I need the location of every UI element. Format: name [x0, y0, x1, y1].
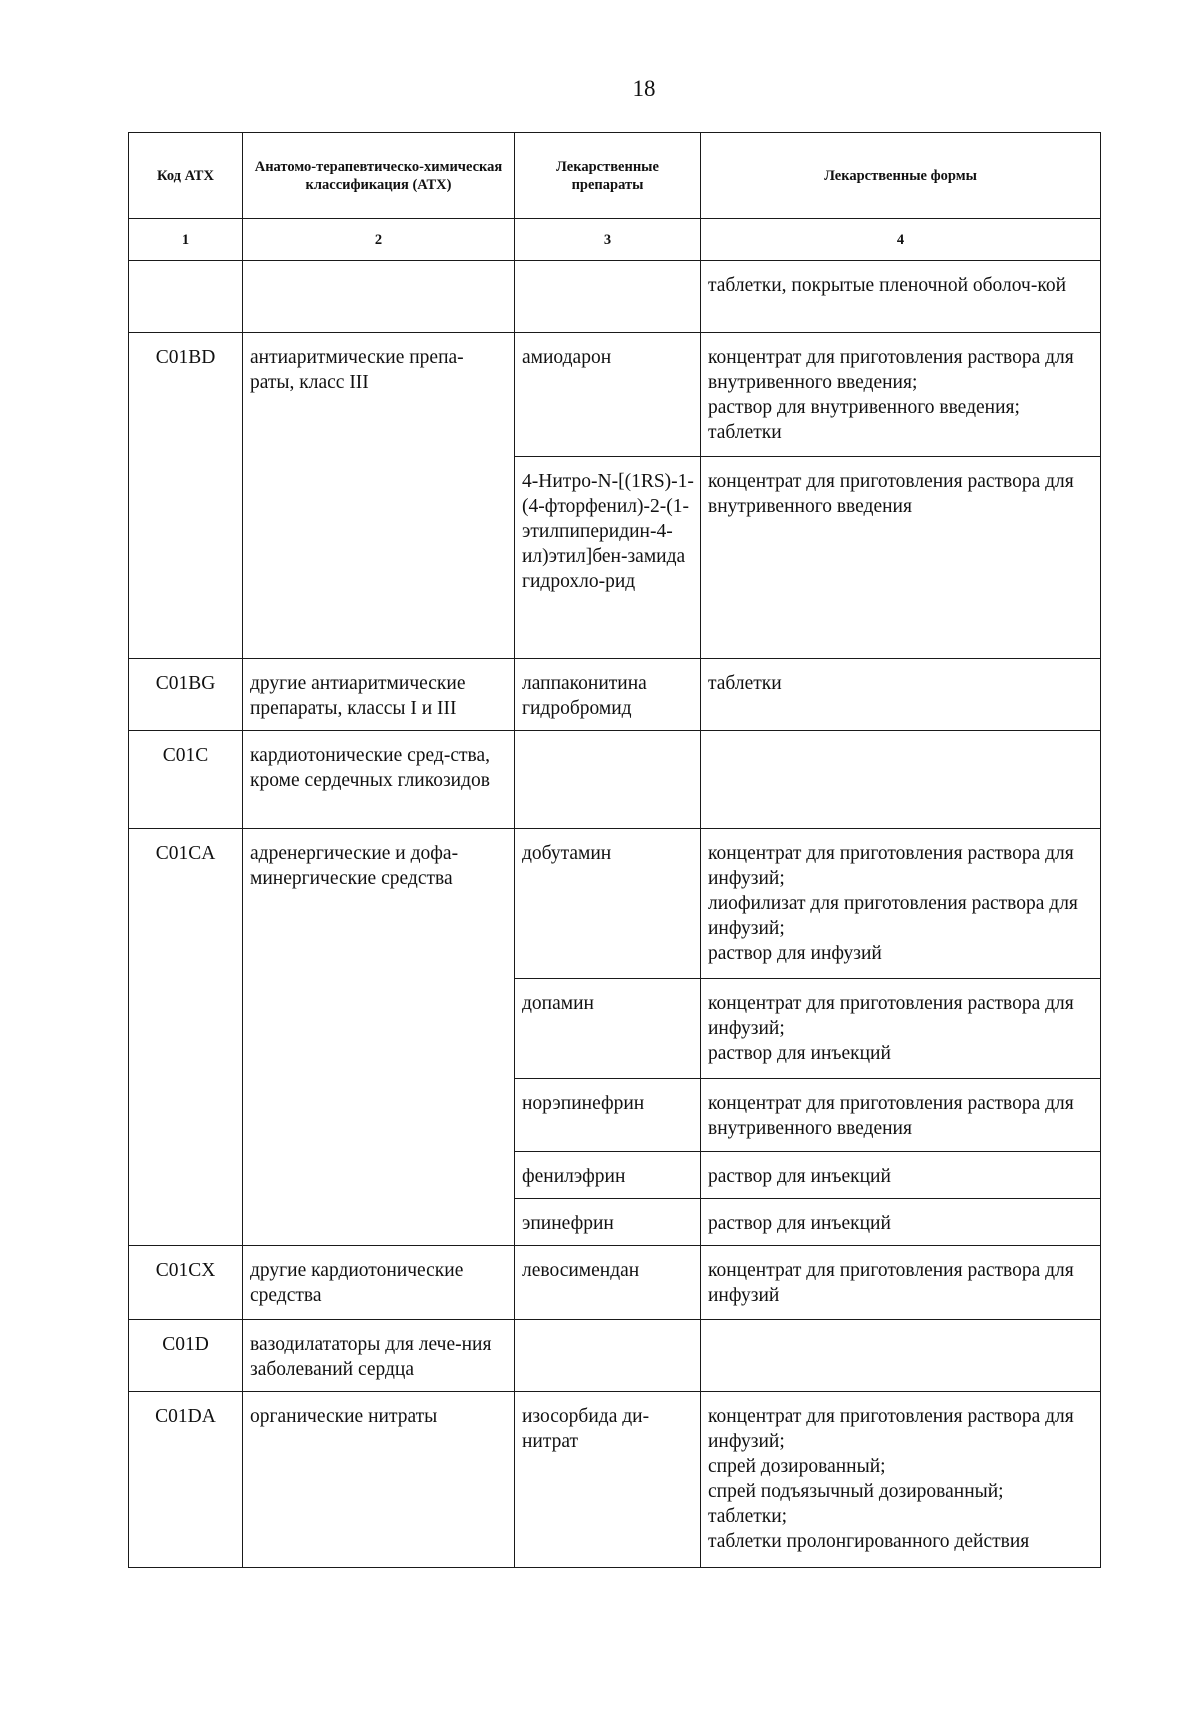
form-line: концентрат для приготовления раствора для внутривенного введения [708, 1093, 1074, 1139]
drug-cell: добутамин [515, 829, 701, 979]
forms-cell [701, 1152, 1101, 1199]
forms-cell [701, 1320, 1101, 1392]
header-classification: Анатомо-терапевтическо-химическая классификация (АТХ) [243, 133, 515, 219]
drug-cell: фенилэфрин [515, 1152, 701, 1199]
table-row [129, 829, 1101, 979]
column-number: 3 [515, 219, 701, 261]
forms-cell [701, 1246, 1101, 1320]
drug-cell [515, 261, 701, 333]
header-drugs: Лекарственные препараты [515, 133, 701, 219]
forms-cell [701, 731, 1101, 829]
atx-code-cell: C01CX [129, 1246, 243, 1320]
form-line: концентрат для приготовления раствора для инфузий; [708, 1406, 1074, 1452]
form-line: концентрат для приготовления раствора для внутривенного введения; [708, 347, 1074, 393]
forms-cell [701, 979, 1101, 1079]
form-line: концентрат для приготовления раствора для инфузий; [708, 993, 1074, 1039]
header-row [129, 133, 1101, 219]
page-number: 18 [632, 76, 656, 101]
forms-cell [701, 659, 1101, 731]
header-forms: Лекарственные формы [701, 133, 1101, 219]
classification-cell: адренергические и дофа-минергические средства [243, 829, 515, 1246]
form-line: таблетки [708, 422, 782, 443]
column-number: 4 [701, 219, 1101, 261]
form-line: раствор для инъекций [708, 1043, 891, 1064]
classification-cell: вазодилататоры для лече-ния заболеваний сердца [243, 1320, 515, 1392]
drug-cell: эпинефрин [515, 1199, 701, 1246]
atx-code-cell: C01CA [129, 829, 243, 1246]
form-line: спрей дозированный; [708, 1456, 886, 1477]
drug-cell [515, 731, 701, 829]
drug-cell: изосорбида ди-нитрат [515, 1392, 701, 1568]
column-number-row [129, 219, 1101, 261]
header-code: Код АТХ [129, 133, 243, 219]
form-line: концентрат для приготовления раствора для инфузий [708, 1260, 1074, 1306]
table-row [129, 1392, 1101, 1568]
table-row [129, 333, 1101, 457]
form-line: раствор для инфузий [708, 943, 882, 964]
column-number: 2 [243, 219, 515, 261]
atx-code-cell [129, 261, 243, 333]
form-line: лиофилизат для приготовления раствора для инфузий; [708, 893, 1078, 939]
atx-code-cell: C01BG [129, 659, 243, 731]
drug-cell [515, 1320, 701, 1392]
table-row [129, 261, 1101, 333]
form-line: концентрат для приготовления раствора для инфузий; [708, 843, 1074, 889]
atx-table [128, 132, 1101, 1568]
classification-cell: органические нитраты [243, 1392, 515, 1568]
table-row [129, 659, 1101, 731]
forms-cell [701, 829, 1101, 979]
atx-code-cell: C01D [129, 1320, 243, 1392]
atx-code-cell: C01C [129, 731, 243, 829]
form-line: раствор для инъекций [708, 1213, 891, 1234]
form-line: таблетки пролонгированного действия [708, 1531, 1030, 1552]
table-row [129, 1246, 1101, 1320]
drug-cell: лаппаконитина гидробромид [515, 659, 701, 731]
classification-cell: другие антиаритмические препараты, классы I и III [243, 659, 515, 731]
drug-cell: норэпинефрин [515, 1079, 701, 1152]
column-number: 1 [129, 219, 243, 261]
classification-cell: антиаритмические препа-раты, класс III [243, 333, 515, 659]
form-line: таблетки, покрытые пленочной оболоч-кой [708, 275, 1066, 296]
form-line: раствор для инъекций [708, 1166, 891, 1187]
table-row [129, 731, 1101, 829]
form-line: концентрат для приготовления раствора для внутривенного введения [708, 471, 1074, 517]
form-line: спрей подъязычный дозированный; [708, 1481, 1004, 1502]
drug-cell: левосимендан [515, 1246, 701, 1320]
form-line: раствор для внутривенного введения; [708, 397, 1020, 418]
forms-cell [701, 1079, 1101, 1152]
forms-cell [701, 333, 1101, 457]
classification-cell: другие кардиотонические средства [243, 1246, 515, 1320]
forms-cell [701, 457, 1101, 659]
forms-cell [701, 261, 1101, 333]
classification-cell [243, 261, 515, 333]
classification-cell: кардиотонические сред-ства, кроме сердечных гликозидов [243, 731, 515, 829]
table-row [129, 1320, 1101, 1392]
atx-code-cell: C01DA [129, 1392, 243, 1568]
drug-cell: допамин [515, 979, 701, 1079]
form-line: таблетки; [708, 1506, 788, 1527]
forms-cell [701, 1199, 1101, 1246]
drug-cell: 4-Нитро-N-[(1RS)-1-(4-фторфенил)-2-(1-этилпиперидин-4-ил)этил]бен-замида гидрохло-рид [515, 457, 701, 659]
forms-cell [701, 1392, 1101, 1568]
atx-code-cell: C01BD [129, 333, 243, 659]
form-line: таблетки [708, 673, 782, 694]
drug-cell: амиодарон [515, 333, 701, 457]
